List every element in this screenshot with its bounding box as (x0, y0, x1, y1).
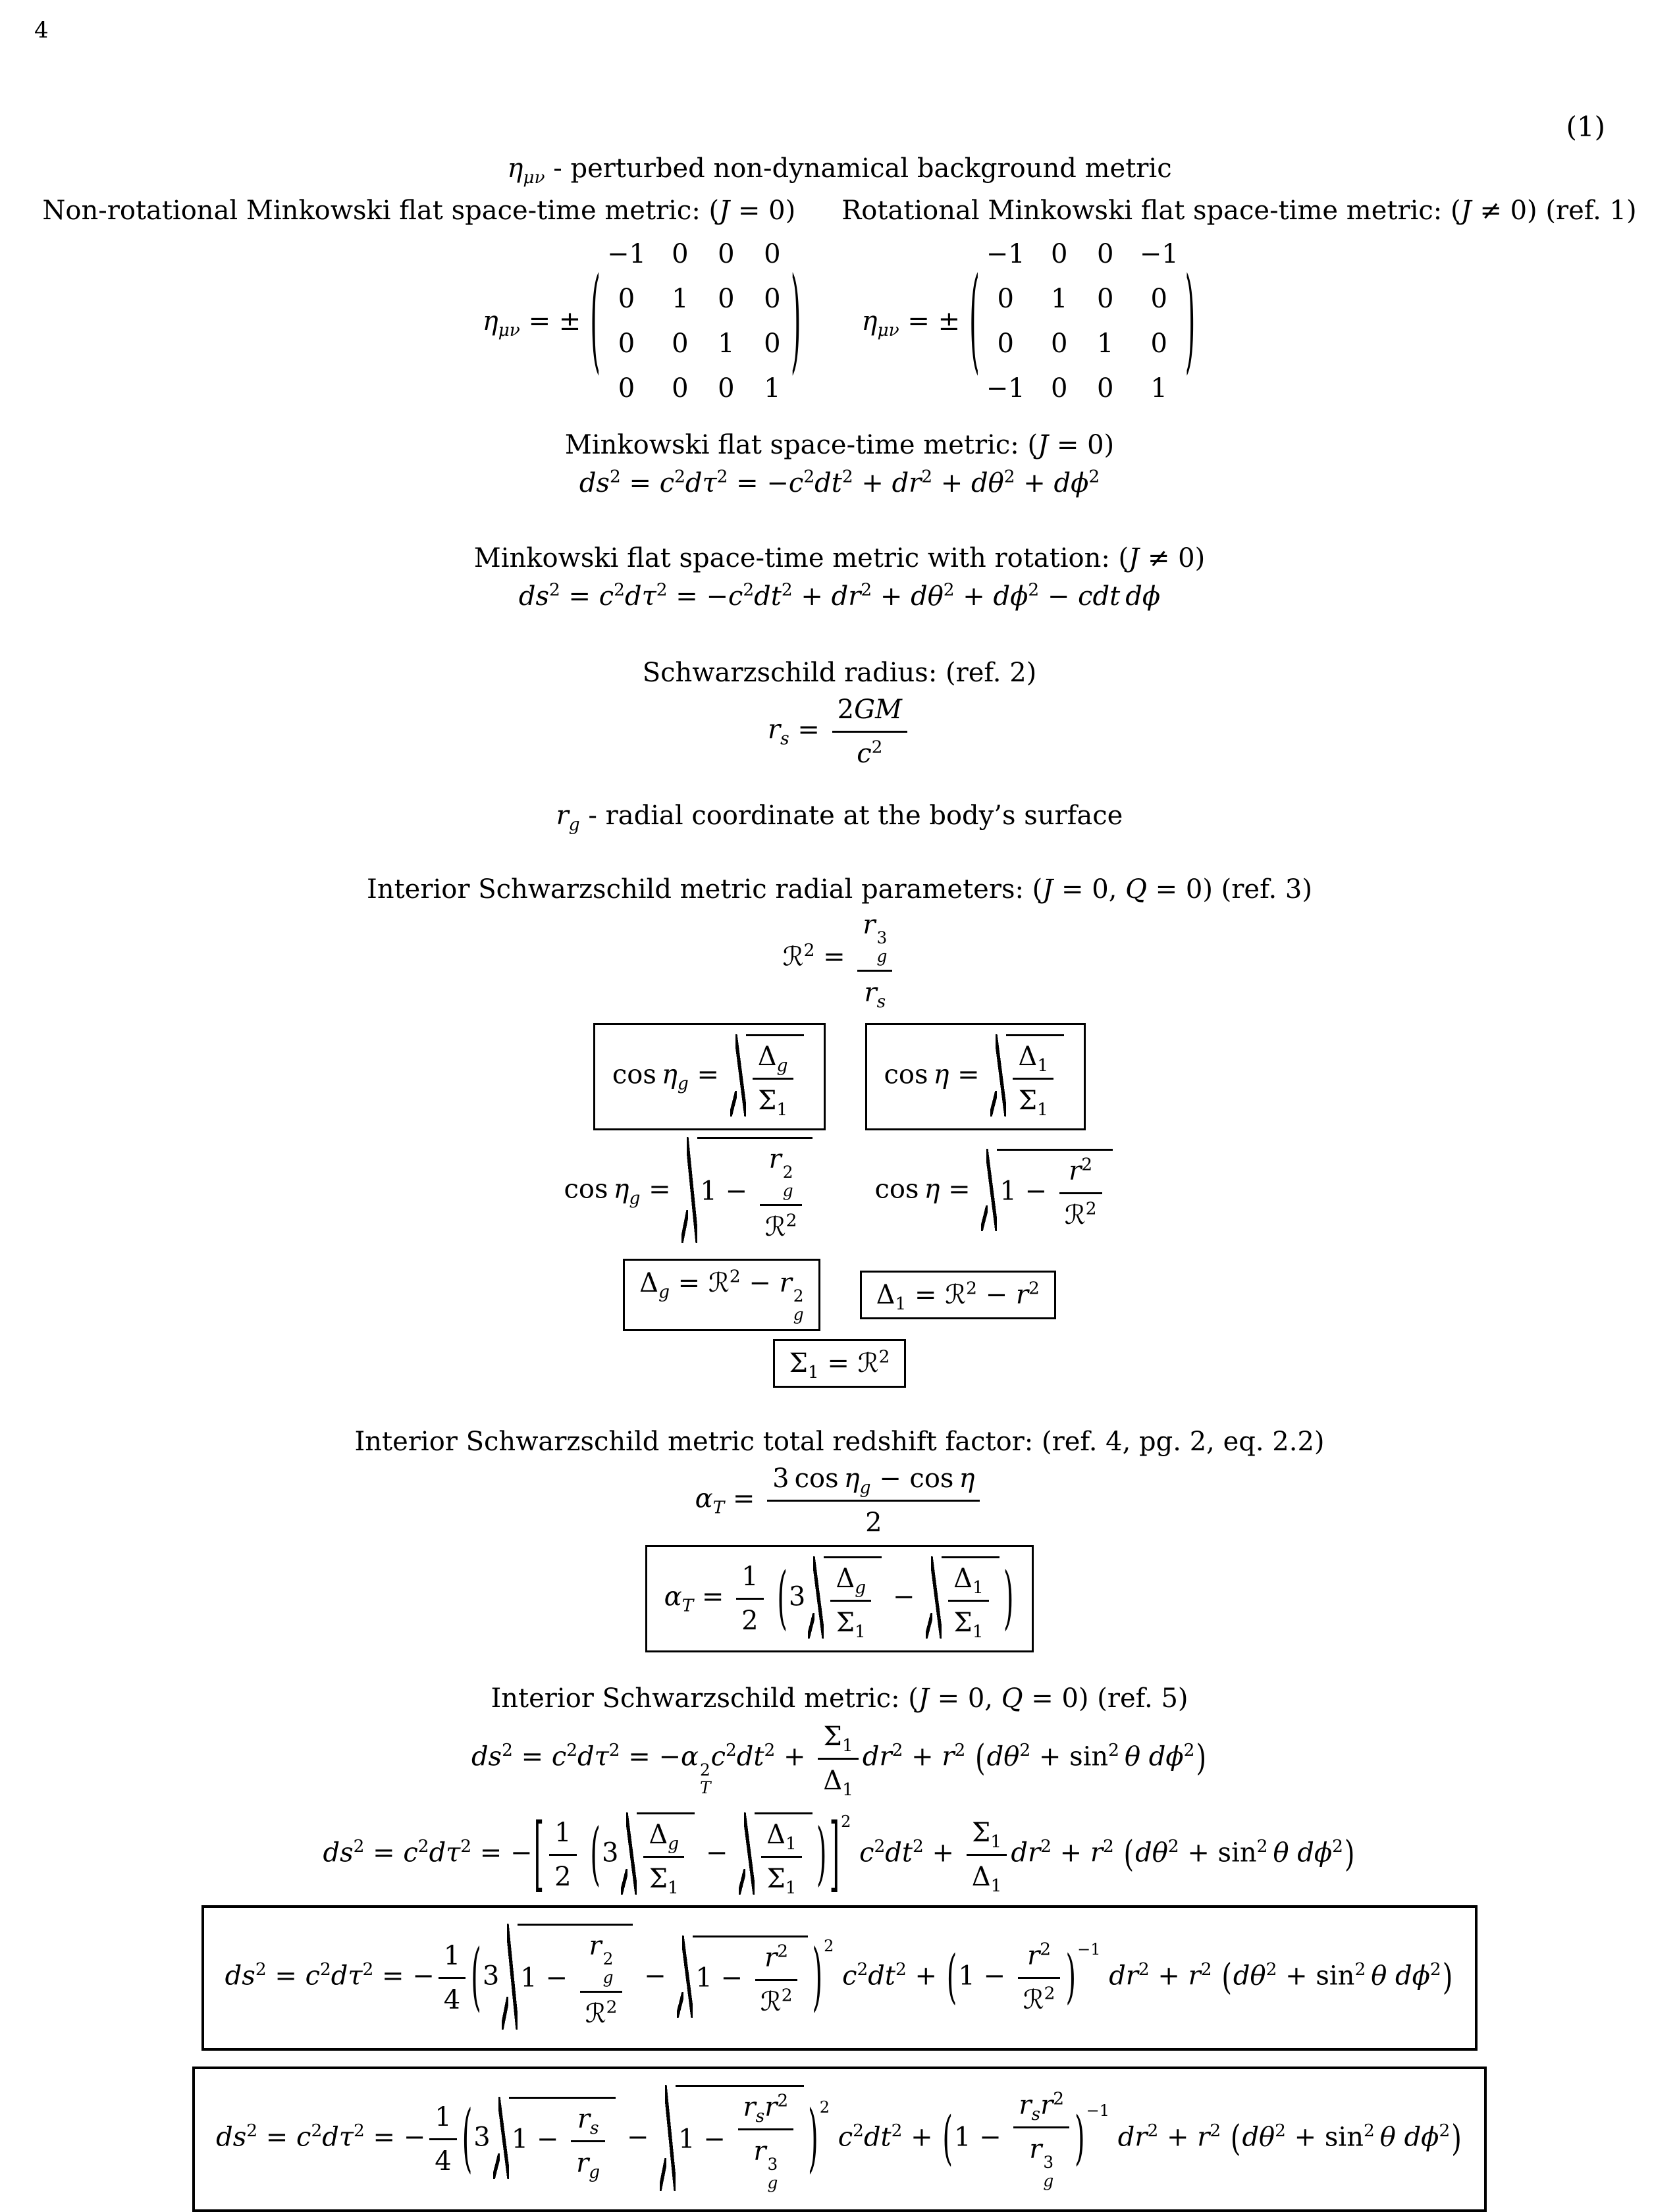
alpha-t-equation: $\alpha_T$ = $\frac{3 \cos \eta_g - \cos \eta}{2}$ (0, 1462, 1679, 1540)
interior-metric-equation-1: $ds^2 = c^2d\tau^2 = -\alpha$ 2 T $c^2dt^2$ + $\frac{\Sigma_1}{\Delta_1}$ $dr^2 + r^2$ ($d\theta^2 + \sin^2 \theta$ $d\phi^2$) (471, 1721, 1207, 1800)
minkowski-rotation-equation: $ds^2 = c^2d\tau^2 = -c^2dt^2 + dr^2 + d\theta^2 + d\phi^2$ − cdt dϕ (518, 579, 1161, 612)
left-paren: ( (590, 256, 600, 386)
interior-metric-equation-2: $ds^2 = c^2d\tau^2$ = −[ $\frac{1}{2}$ (3 $\frac{\Delta_g}{\Sigma_1}$ − $\frac{\Delta_1}{\Sigma_1}$ ) ]$^2$ $c^2dt^2$ + $\frac{\Sigma_1}{\Delta_1}$ $dr^2 + r^2$ ($d\theta^2 + \sin^2 \theta$ $d\phi^2$) (323, 1807, 1355, 1902)
sigma-1-boxed-row (0, 1339, 1679, 1388)
minkowski-rotation-title: Minkowski flat space-time metric with rotation: (J ≠ 0) (473, 543, 1206, 573)
sigma-1-boxed-equation: $\Sigma_1$ = ℛ$^2$ (773, 1339, 907, 1388)
page-number: 4 (34, 17, 49, 43)
radial-parameters-title: Interior Schwarzschild metric radial parameters: (J = 0, Q = 0) (ref. 3) (367, 874, 1312, 905)
rotational-metric-title: Rotational Minkowski flat space-time metric: (J ≠ 0) (ref. 1) (841, 196, 1637, 226)
right-paren: ) (790, 256, 801, 386)
delta-g-boxed-equation: $\Delta_g$ = ℛ$^2$ − r 2 g (623, 1259, 820, 1331)
alpha-t-boxed-equation: $\alpha_T$ = $\frac{1}{2}$ (3 $\frac{\Delta_g}{\Sigma_1}$ − $\frac{\Delta_1}{\Sigma_1}$ ) (645, 1545, 1034, 1652)
minkowski-metric-equation: $ds^2 = c^2d\tau^2 = -c^2dt^2 + dr^2 + d\theta^2 + d\phi^2$ (579, 466, 1100, 498)
eta-matrix-lhs: $\eta_{\mu\nu}$ = ± (861, 306, 961, 340)
cos-eta-equation: cos η = 1 − $\frac{r^2}{ℛ^2}$ (874, 1149, 1115, 1234)
delta-boxed-equations-row (0, 1259, 1679, 1331)
schwarzschild-radius-title: Schwarzschild radius: (ref. 2) (642, 658, 1037, 688)
interior-metric-title: Interior Schwarzschild metric: (J = 0, Q = 0) (ref. 5) (491, 1683, 1188, 1714)
rg-definition: $r_g$ - radial coordinate at the body’s surface (556, 801, 1123, 835)
r-squared-equation: ℛ$^2$ = r 3 g $r_s$ (0, 908, 1679, 1010)
eta-matrix-equation-left (483, 237, 803, 406)
matrix-nonrotational (589, 237, 802, 406)
equation-number-tag: (1) (1566, 111, 1605, 143)
matrix-cells: −1 0 0 −1 0 1 0 0 0 0 1 0 −1 0 0 1 (986, 239, 1179, 404)
cos-eta-boxed-equation: cos η = $\frac{\Delta_1}{\Sigma_1}$ (865, 1023, 1086, 1130)
matrices-row (0, 237, 1679, 406)
nonrotational-metric-title: Non-rotational Minkowski flat space-time metric: (J = 0) (42, 196, 796, 226)
alpha-t-boxed-row (0, 1545, 1679, 1652)
delta-1-boxed-equation: $\Delta_1$ = ℛ$^2$ − $r^2$ (860, 1271, 1056, 1319)
matrix-cells: −1 0 0 0 0 1 0 0 0 0 1 0 0 0 0 1 (606, 239, 781, 404)
interior-metric-boxed-equation-2: $ds^2 = c^2d\tau^2$ = − $\frac{1}{4}$ (3 1 − $\frac{r_s}{r_g}$ − 1 − $r_sr^2$ r 3 g )$^2$ $c^2dt^2 + (1$ − $r_sr^2$ r 3 g )$^{-1}$ $dr^2 + r^2$ ($d\theta^2 + \sin^2 \theta$ $d\phi^2$) (192, 2067, 1487, 2212)
cos-eta-g-boxed-equation: $\cos \eta_g$ = $\frac{\Delta_g}{\Sigma_1}$ (593, 1023, 826, 1130)
redshift-factor-title: Interior Schwarzschild metric total redshift factor: (ref. 4, pg. 2, eq. 2.2) (354, 1426, 1325, 1457)
right-paren: ) (1185, 256, 1196, 386)
interior-metric-boxed-row-2 (0, 2067, 1679, 2212)
cos-equations-row (0, 1137, 1679, 1246)
minkowski-metric-title: Minkowski flat space-time metric: (J = 0) (564, 430, 1115, 460)
matrix-rotational (968, 237, 1196, 406)
column-titles-row (0, 194, 1679, 228)
interior-metric-boxed-row-1 (0, 1905, 1679, 2051)
cos-boxed-equations-row (0, 1023, 1679, 1130)
left-paren: ( (969, 256, 980, 386)
eta-matrix-equation-right (862, 237, 1197, 406)
schwarzschild-radius-equation: $r_s$ = $\frac{2GM}{c^2}$ (0, 693, 1679, 771)
eta-matrix-lhs: $\eta_{\mu\nu}$ = ± (482, 306, 581, 340)
background-metric-definition: $\eta_{\mu\nu}$ - perturbed non-dynamical background metric (507, 153, 1172, 188)
interior-metric-boxed-equation-1: $ds^2 = c^2d\tau^2$ = − $\frac{1}{4}$ (3 1 − r 2 g ℛ$^2$ − 1 − $\frac{r^2}{ℛ^2}$ )$^2$ $c^2dt^2 + (1$ − $\frac{r^2}{ℛ^2}$ )$^{-1}$ $dr^2 + r^2$ ($d\theta^2 + \sin^2 \theta$ $d\phi^2$) (201, 1905, 1478, 2051)
cos-eta-g-equation: $\cos \eta_g$ = 1 − r 2 g ℛ$^2$ (564, 1137, 816, 1246)
